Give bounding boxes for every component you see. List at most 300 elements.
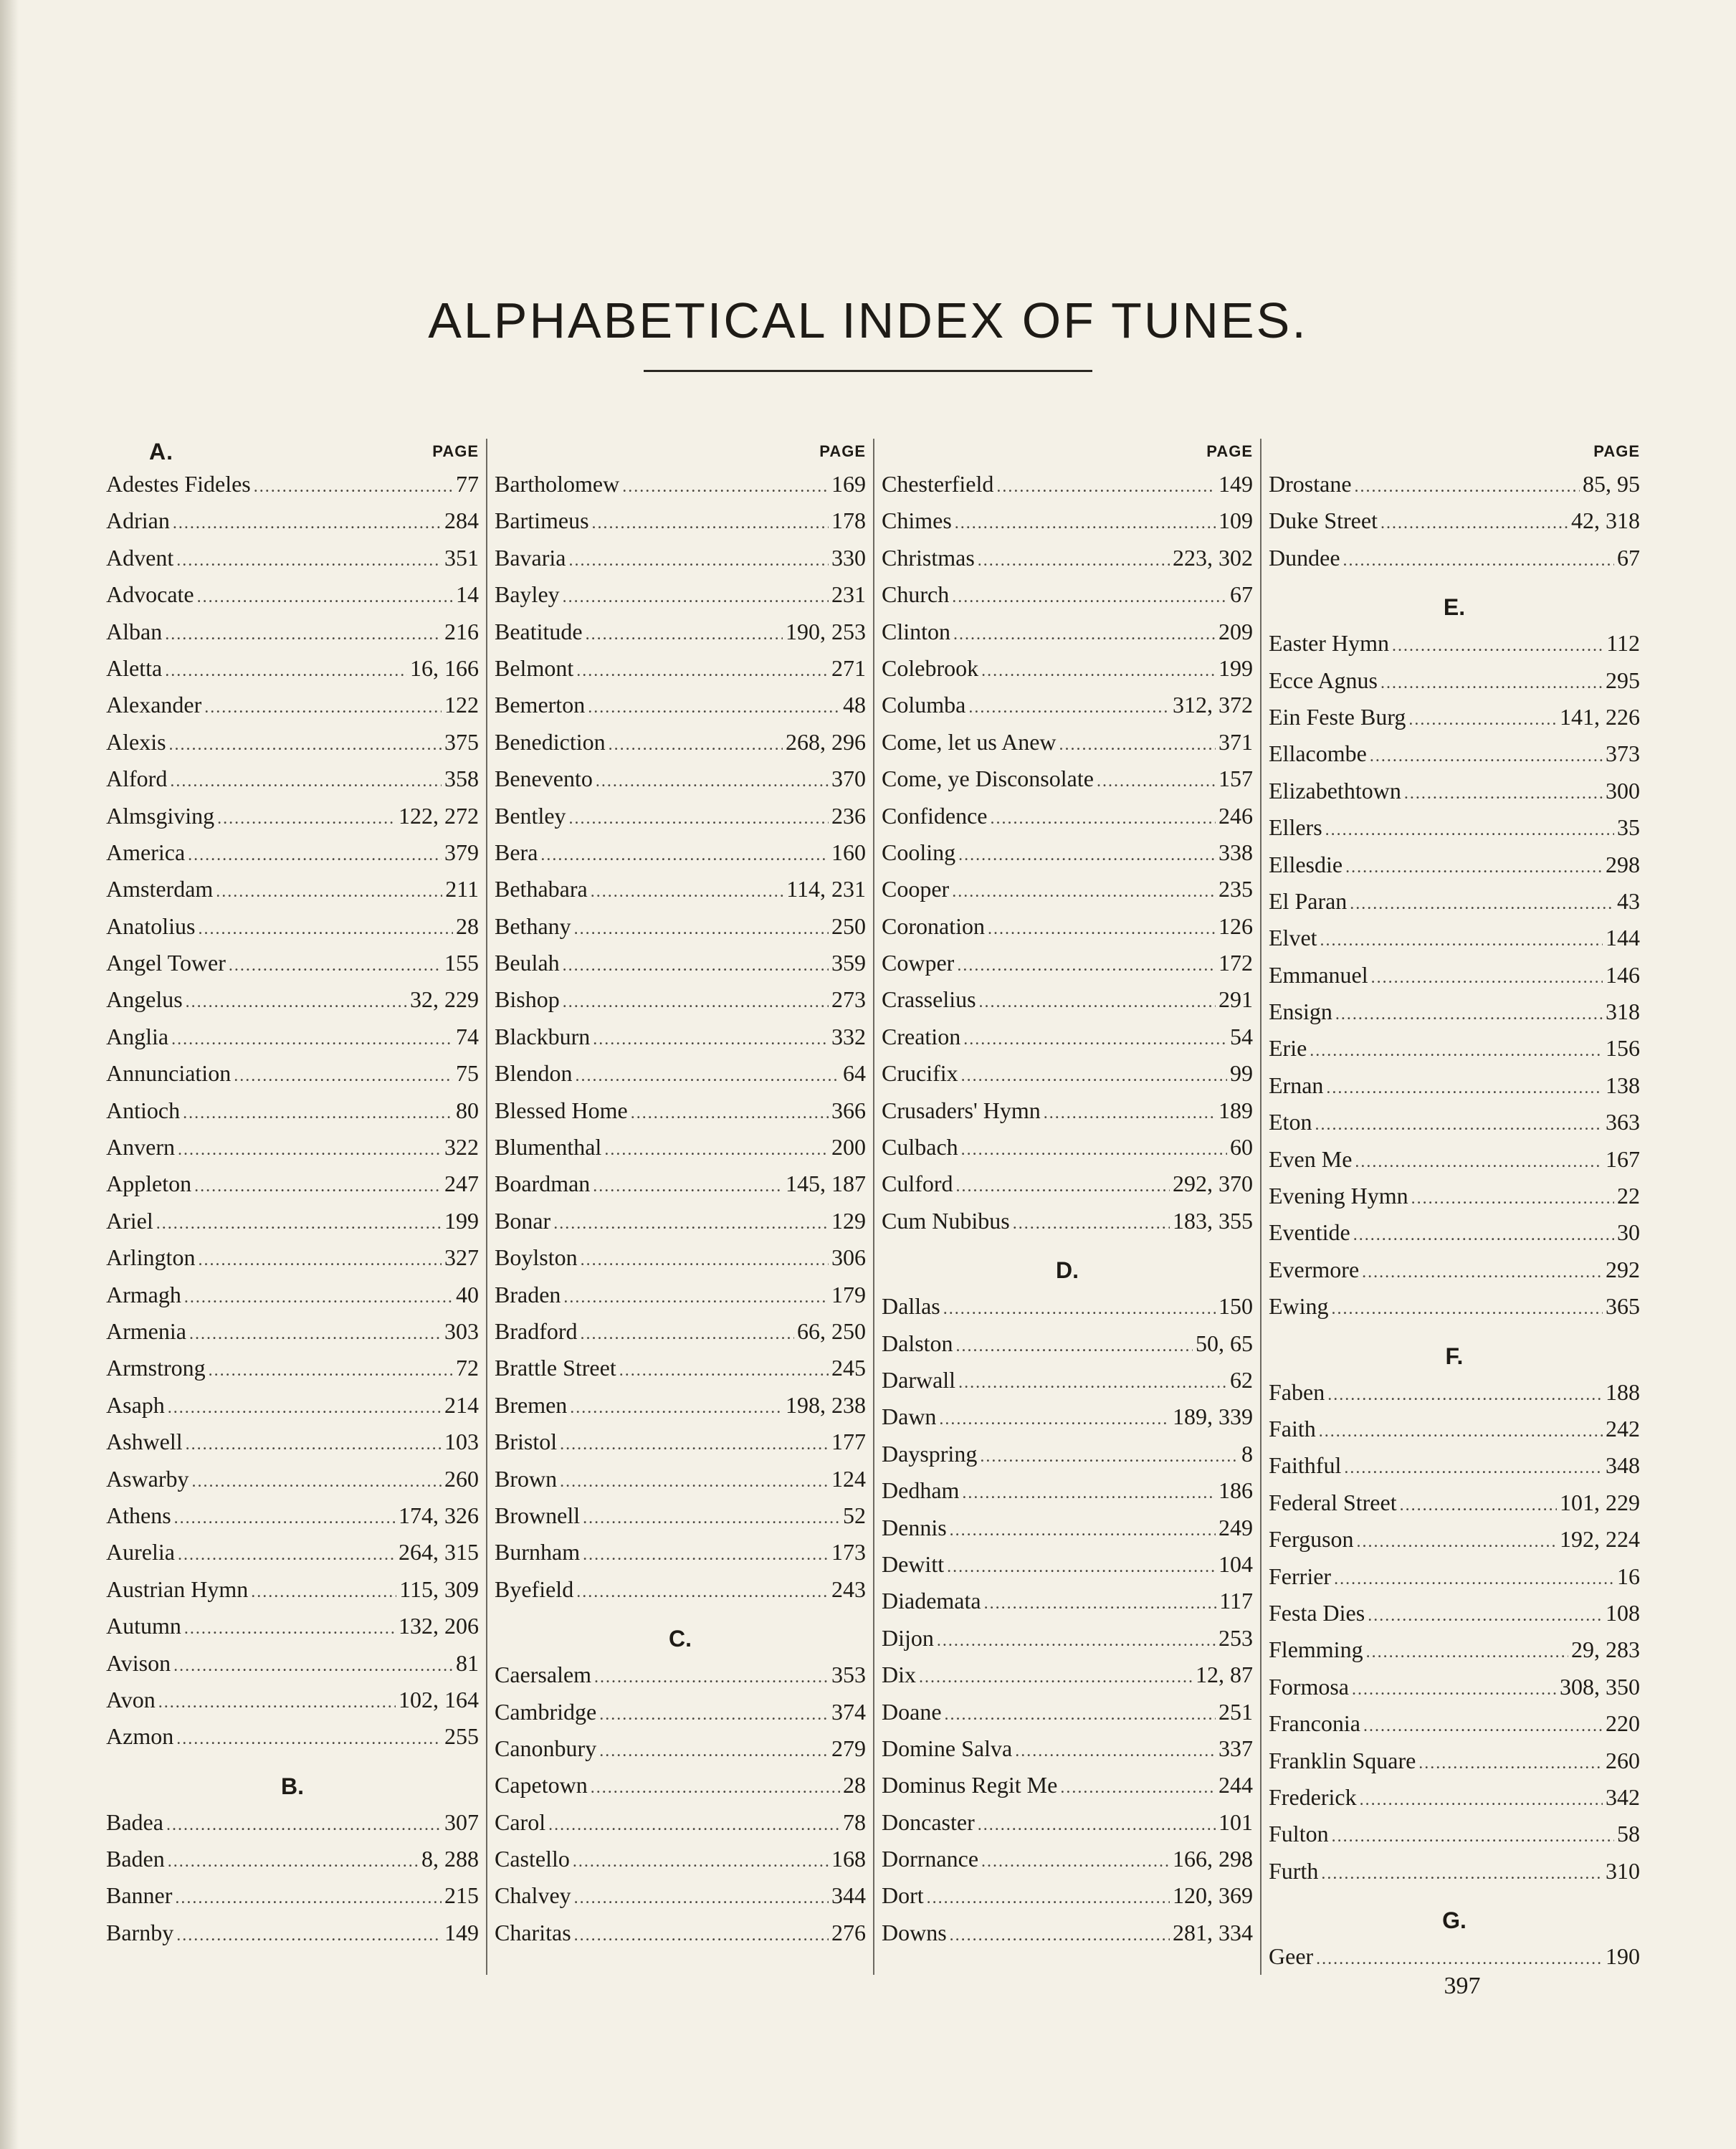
page-reference: 279 bbox=[831, 1735, 866, 1761]
index-entry bbox=[882, 1019, 1253, 1055]
index-entry bbox=[495, 1694, 866, 1730]
page-reference: 43 bbox=[1617, 887, 1640, 914]
tune-name: Domine Salva bbox=[882, 1735, 1013, 1761]
tune-name: Emmanuel bbox=[1269, 961, 1368, 988]
page-reference: 268, 296 bbox=[786, 728, 866, 755]
page-reference: 12, 87 bbox=[1196, 1662, 1253, 1688]
tune-name: America bbox=[106, 839, 186, 865]
tune-name: Ecce Agnus bbox=[1269, 667, 1378, 693]
page-reference: 209 bbox=[1218, 618, 1253, 644]
page-reference: 359 bbox=[831, 950, 866, 976]
index-entry bbox=[882, 724, 1253, 761]
tune-name: Aswarby bbox=[106, 1465, 189, 1492]
index-entry bbox=[495, 871, 866, 907]
index-entry bbox=[882, 614, 1253, 650]
dot-leader bbox=[1332, 1819, 1614, 1855]
page-reference: 366 bbox=[831, 1097, 866, 1123]
page-column-label: PAGE bbox=[819, 442, 866, 460]
tune-name: Drostane bbox=[1269, 471, 1352, 497]
page-reference: 64 bbox=[843, 1060, 866, 1087]
tune-name: Appleton bbox=[106, 1171, 192, 1197]
dot-leader bbox=[168, 1390, 442, 1426]
dot-leader bbox=[950, 1917, 1170, 1954]
index-entry bbox=[882, 576, 1253, 613]
page-reference: 255 bbox=[444, 1723, 479, 1750]
page-reference: 30 bbox=[1617, 1219, 1640, 1246]
page-reference: 169 bbox=[831, 471, 866, 497]
tune-name: Avison bbox=[106, 1649, 171, 1676]
index-entry bbox=[106, 1841, 479, 1877]
tune-name: Alexander bbox=[106, 692, 202, 718]
page-reference: 115, 309 bbox=[399, 1576, 479, 1602]
page-reference: 102, 164 bbox=[399, 1686, 479, 1712]
dot-leader bbox=[604, 1132, 829, 1168]
dot-leader bbox=[953, 616, 1216, 653]
dot-leader bbox=[170, 763, 442, 800]
page-reference: 122 bbox=[444, 692, 479, 718]
page-reference: 85, 95 bbox=[1583, 471, 1640, 497]
index-entry bbox=[882, 1841, 1253, 1877]
tune-name: Braden bbox=[495, 1281, 561, 1307]
tune-name: Anglia bbox=[106, 1023, 169, 1049]
tune-name: Chalvey bbox=[495, 1882, 571, 1909]
page-reference: 108 bbox=[1606, 1599, 1640, 1626]
page-reference: 292 bbox=[1606, 1256, 1640, 1282]
page-reference: 149 bbox=[1218, 471, 1253, 497]
index-entry bbox=[495, 1571, 866, 1608]
page-reference: 271 bbox=[831, 654, 866, 681]
page-reference: 243 bbox=[831, 1576, 866, 1602]
index-entry bbox=[106, 1804, 479, 1841]
page-reference: 172 bbox=[1218, 950, 1253, 976]
dot-leader bbox=[1404, 776, 1603, 812]
page-reference: 22 bbox=[1617, 1183, 1640, 1209]
index-entry bbox=[882, 1730, 1253, 1767]
page-reference: 322 bbox=[444, 1134, 479, 1161]
tune-name: Caersalem bbox=[495, 1662, 592, 1688]
tune-name: Dallas bbox=[882, 1293, 940, 1320]
dot-leader bbox=[1370, 738, 1603, 775]
tune-name: Burnham bbox=[495, 1539, 581, 1566]
index-entry bbox=[1269, 1411, 1640, 1447]
page-reference: 60 bbox=[1230, 1134, 1253, 1161]
page-reference: 50, 65 bbox=[1196, 1330, 1253, 1356]
page-reference: 351 bbox=[444, 544, 479, 571]
index-entry bbox=[1269, 883, 1640, 920]
section-letter: G. bbox=[1442, 1907, 1466, 1934]
page-reference: 215 bbox=[444, 1882, 479, 1909]
dot-leader bbox=[978, 543, 1170, 579]
dot-leader bbox=[186, 984, 407, 1021]
page-reference: 14 bbox=[456, 581, 479, 608]
dot-leader bbox=[961, 1058, 1227, 1095]
index-entry bbox=[1269, 1631, 1640, 1668]
tune-name: Cooling bbox=[882, 839, 956, 865]
page-reference: 146 bbox=[1606, 961, 1640, 988]
index-entry bbox=[106, 724, 479, 761]
tune-name: Cowper bbox=[882, 950, 955, 976]
index-entry bbox=[495, 650, 866, 687]
tune-name: Anatolius bbox=[106, 913, 196, 939]
index-entry bbox=[106, 1877, 479, 1914]
index-column bbox=[873, 439, 1260, 1975]
index-entry bbox=[495, 1129, 866, 1166]
page-reference: 200 bbox=[831, 1134, 866, 1161]
index-entry bbox=[495, 1424, 866, 1460]
index-entry bbox=[106, 1092, 479, 1129]
dot-leader bbox=[1380, 505, 1568, 542]
tune-name: Charitas bbox=[495, 1919, 571, 1945]
tune-name: Brownell bbox=[495, 1502, 581, 1528]
index-entry bbox=[495, 1767, 866, 1803]
dot-leader bbox=[209, 1353, 453, 1389]
index-entry bbox=[882, 1877, 1253, 1914]
tune-name: Easter Hymn bbox=[1269, 630, 1389, 657]
tune-name: Federal Street bbox=[1269, 1489, 1397, 1515]
tune-name: Angel Tower bbox=[106, 950, 226, 976]
dot-leader bbox=[1408, 702, 1557, 738]
tune-name: Doncaster bbox=[882, 1809, 975, 1835]
index-entry bbox=[495, 1166, 866, 1202]
tune-name: Alexis bbox=[106, 728, 166, 755]
index-entry bbox=[106, 761, 479, 797]
dot-leader bbox=[178, 1132, 442, 1168]
page-reference: 251 bbox=[1218, 1698, 1253, 1725]
page-reference: 264, 315 bbox=[399, 1539, 479, 1566]
dot-leader bbox=[563, 948, 829, 984]
column-header bbox=[1269, 439, 1640, 466]
tune-name: Advocate bbox=[106, 581, 194, 608]
tune-name: Asaph bbox=[106, 1391, 165, 1418]
tune-name: Culbach bbox=[882, 1134, 958, 1161]
page-reference: 8, 288 bbox=[421, 1846, 479, 1872]
index-column bbox=[1260, 439, 1647, 1975]
page-reference: 126 bbox=[1218, 913, 1253, 939]
tune-name: Dalston bbox=[882, 1330, 953, 1356]
dot-leader bbox=[952, 579, 1227, 616]
page-reference: 373 bbox=[1606, 740, 1640, 767]
tune-name: Dawn bbox=[882, 1404, 937, 1430]
index-entry bbox=[106, 502, 479, 539]
page-reference: 40 bbox=[456, 1281, 479, 1307]
page-reference: 211 bbox=[445, 876, 479, 902]
tune-name: Franklin Square bbox=[1269, 1747, 1416, 1773]
dot-leader bbox=[1353, 1217, 1614, 1254]
tune-name: Dayspring bbox=[882, 1440, 978, 1467]
dot-leader bbox=[194, 1168, 442, 1205]
index-entry bbox=[1269, 1252, 1640, 1288]
dot-leader bbox=[186, 1426, 442, 1463]
page-reference: 155 bbox=[444, 950, 479, 976]
dot-leader bbox=[169, 727, 442, 763]
dot-leader bbox=[919, 1659, 1193, 1696]
page-reference: 214 bbox=[444, 1391, 479, 1418]
tune-name: Ernan bbox=[1269, 1072, 1324, 1098]
tune-name: Furth bbox=[1269, 1857, 1319, 1884]
page-title: ALPHABETICAL INDEX OF TUNES. bbox=[428, 292, 1308, 348]
index-entry bbox=[495, 981, 866, 1018]
index-entry bbox=[495, 540, 866, 576]
tune-name: Blackburn bbox=[495, 1023, 591, 1049]
dot-leader bbox=[197, 579, 453, 616]
page-reference: 54 bbox=[1230, 1023, 1253, 1049]
dot-leader bbox=[1013, 1206, 1170, 1242]
dot-leader bbox=[1343, 543, 1614, 579]
section-letter: A. bbox=[149, 439, 173, 464]
index-entry bbox=[106, 1129, 479, 1166]
page-reference: 247 bbox=[444, 1171, 479, 1197]
tune-name: Festa Dies bbox=[1269, 1599, 1365, 1626]
tune-name: Banner bbox=[106, 1882, 173, 1909]
tune-name: Crusaders' Hymn bbox=[882, 1097, 1041, 1123]
page-reference: 298 bbox=[1606, 851, 1640, 877]
dot-leader bbox=[1368, 1598, 1603, 1634]
tune-name: Ferguson bbox=[1269, 1526, 1354, 1553]
page-reference: 318 bbox=[1606, 999, 1640, 1025]
page-reference: 150 bbox=[1218, 1293, 1253, 1320]
tune-name: Faben bbox=[1269, 1378, 1325, 1405]
dot-leader bbox=[1411, 1181, 1614, 1217]
page-reference: 220 bbox=[1606, 1710, 1640, 1737]
index-entry bbox=[495, 1841, 866, 1877]
dot-leader bbox=[599, 1697, 829, 1733]
index-entry bbox=[106, 981, 479, 1018]
page-reference: 186 bbox=[1218, 1477, 1253, 1504]
tune-name: Adestes Fideles bbox=[106, 471, 251, 497]
tune-name: Anvern bbox=[106, 1134, 175, 1161]
page-reference: 120, 369 bbox=[1173, 1882, 1253, 1909]
page-reference: 189 bbox=[1218, 1097, 1253, 1123]
page-reference: 16, 166 bbox=[410, 654, 479, 681]
index-entry bbox=[106, 1461, 479, 1497]
dot-leader bbox=[1325, 812, 1614, 849]
dot-leader bbox=[963, 1021, 1227, 1058]
page-reference: 129 bbox=[831, 1207, 866, 1234]
tune-name: Bayley bbox=[495, 581, 560, 608]
index-entry bbox=[106, 1313, 479, 1350]
tune-name: Cambridge bbox=[495, 1698, 597, 1725]
index-entry bbox=[1269, 540, 1640, 576]
index-entry bbox=[882, 1657, 1253, 1693]
index-entry bbox=[495, 1277, 866, 1313]
page-reference: 101, 229 bbox=[1560, 1489, 1640, 1515]
page-reference: 332 bbox=[831, 1023, 866, 1049]
tune-name: Beulah bbox=[495, 950, 560, 976]
page-reference: 183, 355 bbox=[1173, 1207, 1253, 1234]
page-reference: 29, 283 bbox=[1571, 1636, 1640, 1663]
page-reference: 114, 231 bbox=[786, 876, 866, 902]
tune-name: Armagh bbox=[106, 1281, 181, 1307]
tune-name: Diademata bbox=[882, 1588, 981, 1614]
index-entry bbox=[1269, 1288, 1640, 1325]
page-reference: 260 bbox=[1606, 1747, 1640, 1773]
dot-leader bbox=[1060, 1770, 1216, 1806]
dot-leader bbox=[593, 1021, 829, 1058]
tune-name: Annunciation bbox=[106, 1060, 232, 1087]
index-entry bbox=[106, 1424, 479, 1460]
dot-leader bbox=[158, 1685, 396, 1721]
index-entry bbox=[1269, 1030, 1640, 1067]
page-reference: 338 bbox=[1218, 839, 1253, 865]
page-reference: 67 bbox=[1617, 544, 1640, 571]
page-reference: 117 bbox=[1219, 1588, 1253, 1614]
section-letter: C. bbox=[669, 1626, 692, 1652]
dot-leader bbox=[569, 543, 829, 579]
tune-name: Dorrnance bbox=[882, 1846, 979, 1872]
page-reference: 370 bbox=[831, 766, 866, 792]
index-entry bbox=[882, 1767, 1253, 1803]
dot-leader bbox=[583, 1537, 829, 1573]
index-entry bbox=[495, 1915, 866, 1951]
dot-leader bbox=[1334, 1561, 1614, 1598]
dot-leader bbox=[592, 505, 829, 542]
dot-leader bbox=[1350, 886, 1614, 923]
index-entry bbox=[106, 1166, 479, 1202]
tune-name: Alford bbox=[106, 766, 168, 792]
index-entry bbox=[106, 576, 479, 613]
index-entry bbox=[1269, 1067, 1640, 1104]
tune-name: Darwall bbox=[882, 1366, 956, 1393]
tune-name: Crucifix bbox=[882, 1060, 958, 1087]
tune-name: Geer bbox=[1269, 1943, 1314, 1970]
dot-leader bbox=[176, 543, 442, 579]
index-entry bbox=[882, 502, 1253, 539]
dot-leader bbox=[1332, 1291, 1603, 1328]
tune-name: Ellesdie bbox=[1269, 851, 1343, 877]
page-reference: 242 bbox=[1606, 1415, 1640, 1442]
index-entry bbox=[882, 1436, 1253, 1472]
index-entry bbox=[1269, 773, 1640, 809]
dot-leader bbox=[1326, 1070, 1603, 1107]
dot-leader bbox=[570, 1390, 783, 1426]
tune-name: Evermore bbox=[1269, 1256, 1360, 1282]
index-entry bbox=[882, 466, 1253, 502]
index-entry bbox=[1269, 1214, 1640, 1251]
tune-name: Eton bbox=[1269, 1109, 1312, 1135]
index-entry bbox=[495, 576, 866, 613]
page-reference: 179 bbox=[831, 1281, 866, 1307]
tune-name: Christmas bbox=[882, 544, 975, 571]
dot-leader bbox=[229, 948, 442, 984]
index-columns bbox=[99, 439, 1647, 1975]
dot-leader bbox=[174, 1500, 396, 1537]
tune-name: Duke Street bbox=[1269, 508, 1378, 534]
dot-leader bbox=[1418, 1745, 1603, 1782]
index-entry bbox=[882, 945, 1253, 981]
page-reference: 52 bbox=[843, 1502, 866, 1528]
dot-leader bbox=[1357, 1524, 1557, 1560]
index-entry bbox=[495, 798, 866, 834]
dot-leader bbox=[171, 1021, 453, 1058]
index-entry bbox=[1269, 662, 1640, 699]
tune-name: Bartimeus bbox=[495, 508, 589, 534]
dot-leader bbox=[254, 469, 453, 505]
index-entry bbox=[1269, 809, 1640, 846]
index-entry bbox=[882, 1694, 1253, 1730]
page-reference: 124 bbox=[831, 1465, 866, 1492]
dot-leader bbox=[958, 837, 1216, 874]
tune-name: Chesterfield bbox=[882, 471, 994, 497]
dot-leader bbox=[188, 837, 442, 874]
page-reference: 295 bbox=[1606, 667, 1640, 693]
dot-leader bbox=[594, 1659, 829, 1696]
tune-name: Brattle Street bbox=[495, 1355, 616, 1381]
index-entry bbox=[106, 1203, 479, 1239]
dot-leader bbox=[1352, 1672, 1557, 1708]
index-entry bbox=[106, 1277, 479, 1313]
dot-leader bbox=[947, 1549, 1216, 1586]
dot-leader bbox=[591, 874, 783, 910]
index-entry bbox=[106, 1915, 479, 1951]
tune-name: Byefield bbox=[495, 1576, 574, 1602]
tune-name: Almsgiving bbox=[106, 802, 215, 829]
page-reference: 198, 238 bbox=[786, 1391, 866, 1418]
index-entry bbox=[106, 1350, 479, 1386]
index-entry bbox=[106, 1534, 479, 1571]
tune-name: Athens bbox=[106, 1502, 171, 1528]
index-entry bbox=[106, 1019, 479, 1055]
dot-leader bbox=[1320, 923, 1603, 959]
page-reference: 32, 229 bbox=[410, 986, 479, 1013]
tune-name: Ensign bbox=[1269, 999, 1332, 1025]
tune-name: Carol bbox=[495, 1809, 546, 1835]
tune-name: Ariel bbox=[106, 1207, 153, 1234]
index-column bbox=[486, 439, 873, 1975]
dot-leader bbox=[1363, 1708, 1603, 1745]
tune-name: Columba bbox=[882, 692, 966, 718]
page-reference: 166, 298 bbox=[1173, 1846, 1253, 1872]
index-entry bbox=[882, 1510, 1253, 1546]
index-entry bbox=[882, 1129, 1253, 1166]
page-reference: 303 bbox=[444, 1317, 479, 1344]
title-rule bbox=[644, 370, 1092, 372]
page-reference: 101 bbox=[1218, 1809, 1253, 1835]
tune-name: Dennis bbox=[882, 1514, 947, 1540]
tune-name: Blumenthal bbox=[495, 1134, 602, 1161]
index-entry bbox=[1269, 1178, 1640, 1214]
dot-leader bbox=[945, 1697, 1216, 1733]
page-reference: 42, 318 bbox=[1571, 508, 1640, 534]
page-reference: 379 bbox=[444, 839, 479, 865]
tune-name: Erie bbox=[1269, 1035, 1307, 1062]
tune-name: Bethabara bbox=[495, 876, 588, 902]
page-reference: 104 bbox=[1218, 1550, 1253, 1577]
tune-name: Aletta bbox=[106, 654, 163, 681]
tune-name: Ellers bbox=[1269, 814, 1322, 841]
index-entry bbox=[1269, 1141, 1640, 1178]
tune-name: Cum Nubibus bbox=[882, 1207, 1010, 1234]
dot-leader bbox=[1345, 849, 1603, 886]
dot-leader bbox=[596, 763, 829, 800]
dot-leader bbox=[574, 1880, 829, 1917]
tune-name: Formosa bbox=[1269, 1673, 1349, 1700]
index-entry bbox=[495, 1877, 866, 1914]
index-entry bbox=[1269, 920, 1640, 956]
dot-leader bbox=[198, 1242, 442, 1279]
index-entry bbox=[1269, 1521, 1640, 1558]
dot-leader bbox=[198, 911, 453, 948]
tune-name: Baden bbox=[106, 1846, 165, 1872]
dot-leader bbox=[553, 1206, 829, 1242]
index-entry bbox=[495, 908, 866, 945]
index-entry bbox=[106, 650, 479, 687]
dot-leader bbox=[1327, 1377, 1603, 1414]
tune-name: Frederick bbox=[1269, 1783, 1357, 1810]
tune-name: Benediction bbox=[495, 728, 606, 755]
tune-name: Badea bbox=[106, 1809, 163, 1835]
dot-leader bbox=[962, 1475, 1216, 1512]
page-reference: 177 bbox=[831, 1429, 866, 1455]
